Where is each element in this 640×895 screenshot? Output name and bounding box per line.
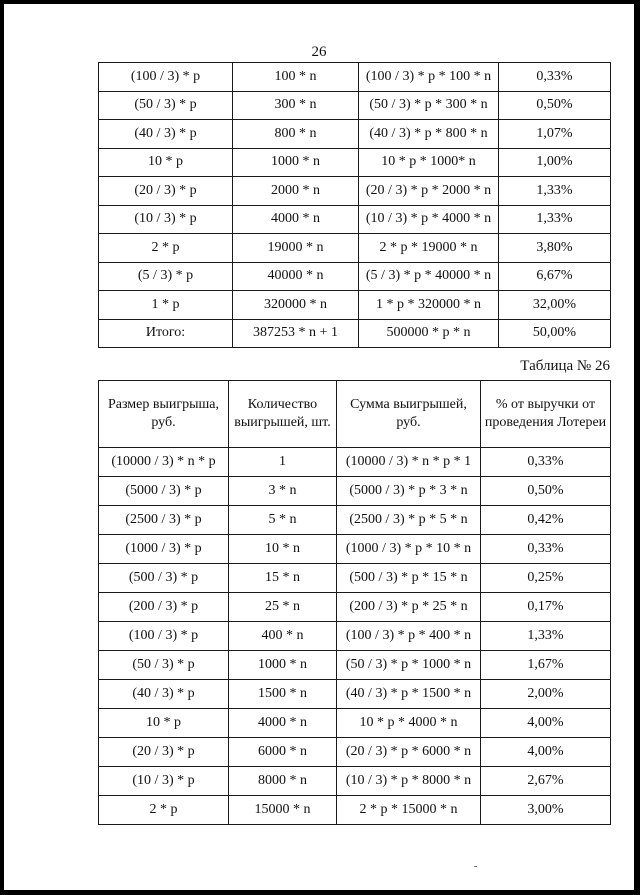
prize-amount-cell: 2 * p <box>99 796 229 825</box>
prize-amount-cell: (20 / 3) * p <box>99 177 233 206</box>
prize-count-cell: 1500 * n <box>229 680 337 709</box>
prize-sum-cell: (10 / 3) * p * 8000 * n <box>337 767 481 796</box>
prize-sum-cell: (40 / 3) * p * 800 * n <box>359 120 499 149</box>
prize-count-cell: 1 <box>229 448 337 477</box>
table-row <box>99 709 611 738</box>
table-row <box>99 205 611 234</box>
prize-count-cell: 1000 * n <box>233 148 359 177</box>
prize-sum-cell: 2 * p * 19000 * n <box>359 234 499 263</box>
header-prize-count: Количество выигрышей, шт. <box>229 381 337 448</box>
table-row <box>99 622 611 651</box>
prize-sum-cell: 2 * p * 15000 * n <box>337 796 481 825</box>
prize-count-cell: 2000 * n <box>233 177 359 206</box>
table-row <box>99 767 611 796</box>
table-row <box>99 535 611 564</box>
revenue-percent-cell: 0,33% <box>481 535 611 564</box>
revenue-percent-cell: 3,00% <box>481 796 611 825</box>
prize-amount-cell: (100 / 3) * p <box>99 622 229 651</box>
revenue-percent-cell: 2,00% <box>481 680 611 709</box>
revenue-percent-cell: 32,00% <box>499 291 611 320</box>
prize-sum-cell: 10 * p * 4000 * n <box>337 709 481 738</box>
revenue-percent-cell: 0,33% <box>481 448 611 477</box>
scan-mark <box>474 866 477 867</box>
prize-amount-cell: (10 / 3) * p <box>99 767 229 796</box>
prize-sum-cell: (100 / 3) * p * 100 * n <box>359 63 499 92</box>
prize-amount-cell: (5000 / 3) * p <box>99 477 229 506</box>
document-page <box>4 4 634 890</box>
prize-amount-cell: (10 / 3) * p <box>99 205 233 234</box>
revenue-percent-cell: 1,33% <box>481 622 611 651</box>
table-row <box>99 91 611 120</box>
prize-amount-cell: 1 * p <box>99 291 233 320</box>
revenue-percent-cell: 4,00% <box>481 709 611 738</box>
prize-count-cell: 400 * n <box>229 622 337 651</box>
prize-sum-cell: (40 / 3) * p * 1500 * n <box>337 680 481 709</box>
prize-amount-cell: 10 * p <box>99 709 229 738</box>
prize-count-cell: 4000 * n <box>233 205 359 234</box>
table-title: Таблица № 26 <box>520 358 610 374</box>
prize-count-cell: 320000 * n <box>233 291 359 320</box>
prize-count-cell: 300 * n <box>233 91 359 120</box>
prize-sum-cell: (2500 / 3) * p * 5 * n <box>337 506 481 535</box>
prize-sum-cell: (10000 / 3) * n * p * 1 <box>337 448 481 477</box>
table-row <box>99 291 611 320</box>
table-row <box>99 148 611 177</box>
prize-count-cell: 387253 * n + 1 <box>233 319 359 348</box>
prize-amount-cell: (40 / 3) * p <box>99 680 229 709</box>
prize-count-cell: 5 * n <box>229 506 337 535</box>
revenue-percent-cell: 4,00% <box>481 738 611 767</box>
prize-count-cell: 40000 * n <box>233 262 359 291</box>
prize-amount-cell: Итого: <box>99 319 233 348</box>
prize-table-26 <box>98 380 611 825</box>
prize-count-cell: 15000 * n <box>229 796 337 825</box>
revenue-percent-cell: 0,42% <box>481 506 611 535</box>
prize-sum-cell: (20 / 3) * p * 6000 * n <box>337 738 481 767</box>
prize-count-cell: 4000 * n <box>229 709 337 738</box>
page-number: 26 <box>311 44 327 60</box>
prize-sum-cell: 500000 * p * n <box>359 319 499 348</box>
prize-amount-cell: (10000 / 3) * n * p <box>99 448 229 477</box>
prize-amount-cell: (200 / 3) * p <box>99 593 229 622</box>
table-row <box>99 738 611 767</box>
table-row <box>99 120 611 149</box>
prize-amount-cell: (500 / 3) * p <box>99 564 229 593</box>
prize-amount-cell: (100 / 3) * p <box>99 63 233 92</box>
revenue-percent-cell: 0,33% <box>499 63 611 92</box>
prize-amount-cell: (20 / 3) * p <box>99 738 229 767</box>
prize-count-cell: 19000 * n <box>233 234 359 263</box>
prize-count-cell: 800 * n <box>233 120 359 149</box>
prize-amount-cell: 2 * p <box>99 234 233 263</box>
revenue-percent-cell: 1,00% <box>499 148 611 177</box>
prize-count-cell: 1000 * n <box>229 651 337 680</box>
prize-count-cell: 25 * n <box>229 593 337 622</box>
revenue-percent-cell: 1,33% <box>499 205 611 234</box>
prize-sum-cell: (100 / 3) * p * 400 * n <box>337 622 481 651</box>
revenue-percent-cell: 0,17% <box>481 593 611 622</box>
revenue-percent-cell: 6,67% <box>499 262 611 291</box>
prize-amount-cell: 10 * p <box>99 148 233 177</box>
revenue-percent-cell: 3,80% <box>499 234 611 263</box>
prize-sum-cell: (5 / 3) * p * 40000 * n <box>359 262 499 291</box>
table-row <box>99 262 611 291</box>
prize-count-cell: 8000 * n <box>229 767 337 796</box>
prize-sum-cell: (10 / 3) * p * 4000 * n <box>359 205 499 234</box>
prize-count-cell: 3 * n <box>229 477 337 506</box>
prize-sum-cell: (50 / 3) * p * 300 * n <box>359 91 499 120</box>
prize-sum-cell: 1 * p * 320000 * n <box>359 291 499 320</box>
prize-amount-cell: (5 / 3) * p <box>99 262 233 291</box>
table-row <box>99 448 611 477</box>
table-row <box>99 564 611 593</box>
header-prize-sum: Сумма выигрышей, руб. <box>337 381 481 448</box>
revenue-percent-cell: 1,07% <box>499 120 611 149</box>
header-prize-amount: Размер выигрыша, руб. <box>99 381 229 448</box>
prize-sum-cell: (50 / 3) * p * 1000 * n <box>337 651 481 680</box>
prize-amount-cell: (1000 / 3) * p <box>99 535 229 564</box>
prize-sum-cell: (1000 / 3) * p * 10 * n <box>337 535 481 564</box>
prize-amount-cell: (50 / 3) * p <box>99 651 229 680</box>
header-revenue-percent: % от выручки от проведения Лотереи <box>481 381 611 448</box>
table-row <box>99 177 611 206</box>
table-row <box>99 477 611 506</box>
table-row <box>99 593 611 622</box>
revenue-percent-cell: 1,67% <box>481 651 611 680</box>
revenue-percent-cell: 0,50% <box>499 91 611 120</box>
table-row <box>99 234 611 263</box>
prize-amount-cell: (40 / 3) * p <box>99 120 233 149</box>
prize-table-continued <box>98 62 611 348</box>
table-row <box>99 680 611 709</box>
table-row <box>99 506 611 535</box>
revenue-percent-cell: 50,00% <box>499 319 611 348</box>
table-header-row <box>99 381 611 448</box>
prize-count-cell: 10 * n <box>229 535 337 564</box>
prize-amount-cell: (2500 / 3) * p <box>99 506 229 535</box>
revenue-percent-cell: 0,25% <box>481 564 611 593</box>
prize-count-cell: 15 * n <box>229 564 337 593</box>
prize-sum-cell: 10 * p * 1000* n <box>359 148 499 177</box>
table-row <box>99 63 611 92</box>
prize-sum-cell: (200 / 3) * p * 25 * n <box>337 593 481 622</box>
prize-sum-cell: (5000 / 3) * p * 3 * n <box>337 477 481 506</box>
prize-sum-cell: (20 / 3) * p * 2000 * n <box>359 177 499 206</box>
revenue-percent-cell: 0,50% <box>481 477 611 506</box>
table-row <box>99 319 611 348</box>
revenue-percent-cell: 2,67% <box>481 767 611 796</box>
table-row <box>99 796 611 825</box>
prize-count-cell: 100 * n <box>233 63 359 92</box>
prize-sum-cell: (500 / 3) * p * 15 * n <box>337 564 481 593</box>
prize-count-cell: 6000 * n <box>229 738 337 767</box>
prize-amount-cell: (50 / 3) * p <box>99 91 233 120</box>
revenue-percent-cell: 1,33% <box>499 177 611 206</box>
table-row <box>99 651 611 680</box>
